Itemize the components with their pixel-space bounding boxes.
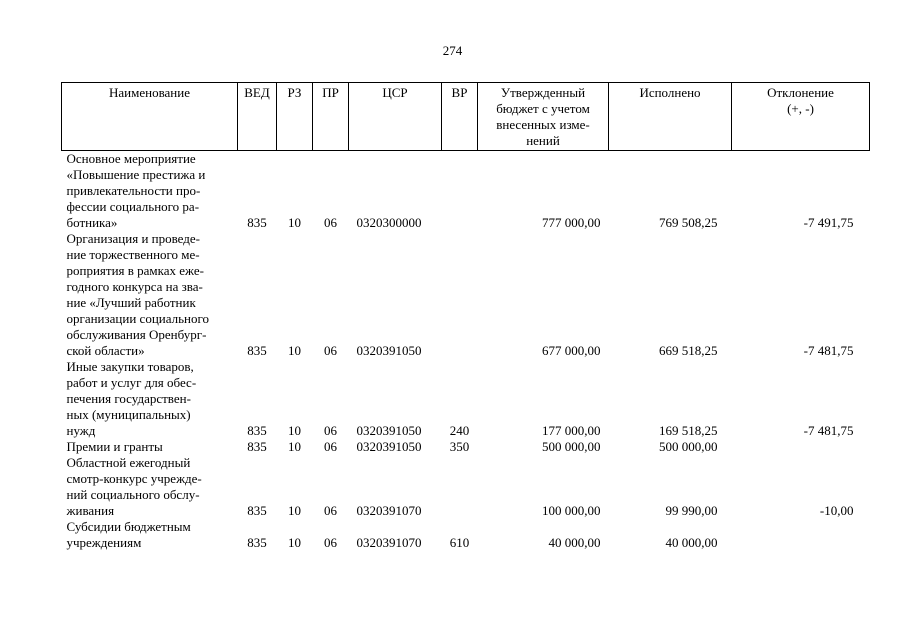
page-number: 274 [442, 43, 463, 58]
cell-csr: 0320391070 [356, 503, 422, 518]
cell-name-line: фессии социального ра- [66, 199, 200, 214]
cell-pr: 06 [324, 423, 337, 438]
cell-deviation [732, 519, 870, 551]
cell-rz: 10 [288, 215, 301, 230]
table-row [62, 151, 870, 232]
cell-name-line: Организация и проведе- [66, 231, 200, 246]
table-row [62, 439, 870, 455]
cell-name-line: обслуживания Оренбург- [66, 327, 207, 342]
cell-approved: 177 000,00 [542, 423, 601, 438]
table-header-row [62, 83, 870, 151]
cell-ved: 835 [247, 215, 267, 230]
cell-ved: 835 [247, 439, 267, 454]
cell-name-line: учреждениям [66, 535, 142, 550]
cell-name-line: Областной ежегодный [66, 455, 191, 470]
header-approved [478, 83, 609, 151]
header-deviation-line: (+, -) [787, 101, 814, 116]
cell-deviation: -7 481,75 [803, 343, 854, 358]
cell-name-line: роприятия в рамках еже- [66, 263, 204, 278]
cell-name-line: нужд [66, 423, 96, 438]
cell-approved: 100 000,00 [542, 503, 601, 518]
cell-name-line: организации социального [66, 311, 209, 326]
header-approved-line: бюджет с учетом [496, 101, 590, 116]
cell-pr: 06 [324, 535, 337, 550]
cell-name-line: ние торжественного ме- [66, 247, 200, 262]
cell-csr: 0320300000 [356, 215, 422, 230]
cell-rz: 10 [288, 535, 301, 550]
cell-executed: 500 000,00 [659, 439, 718, 454]
cell-rz: 10 [288, 503, 301, 518]
budget-table [61, 82, 870, 551]
cell-executed: 40 000,00 [665, 535, 718, 550]
cell-deviation: -7 481,75 [803, 423, 854, 438]
cell-name-line: ние «Лучший работник [66, 295, 196, 310]
cell-name-line: «Повышение престижа и [66, 167, 206, 182]
cell-rz: 10 [288, 439, 301, 454]
header-deviation [732, 83, 870, 151]
cell-rz: 10 [288, 343, 301, 358]
cell-ved: 835 [247, 535, 267, 550]
cell-csr: 0320391050 [356, 423, 422, 438]
cell-name [62, 151, 238, 232]
cell-vr: 350 [449, 439, 470, 454]
cell-csr: 0320391050 [356, 343, 422, 358]
cell-name-line: привлекательности про- [66, 183, 201, 198]
header-ved: ВЕД [238, 83, 277, 151]
header-executed: Исполнено [609, 83, 732, 151]
cell-approved: 777 000,00 [542, 215, 601, 230]
cell-name-line: смотр-конкурс учрежде- [66, 471, 202, 486]
table-row [62, 359, 870, 439]
cell-ved: 835 [247, 423, 267, 438]
cell-vr [442, 231, 478, 359]
cell-vr [442, 151, 478, 232]
cell-executed: 669 518,25 [659, 343, 718, 358]
cell-name-line: печения государствен- [66, 391, 191, 406]
header-csr: ЦСР [349, 83, 442, 151]
cell-pr: 06 [324, 215, 337, 230]
cell-pr: 06 [324, 343, 337, 358]
cell-pr: 06 [324, 503, 337, 518]
cell-ved: 835 [247, 343, 267, 358]
cell-approved: 677 000,00 [542, 343, 601, 358]
cell-vr [442, 455, 478, 519]
table-row [62, 231, 870, 359]
cell-name-line: живания [66, 503, 115, 518]
header-deviation-line: Отклонение [767, 85, 834, 100]
cell-pr: 06 [324, 439, 337, 454]
cell-deviation: -7 491,75 [803, 215, 854, 230]
cell-deviation [732, 439, 870, 455]
cell-name-line: ской области» [66, 343, 145, 358]
header-name: Наименование [62, 83, 238, 151]
cell-name [62, 359, 238, 439]
cell-name-line: ний социального обслу- [66, 487, 200, 502]
table-body [62, 151, 870, 552]
table-row [62, 455, 870, 519]
header-approved-line: внесенных изме- [496, 117, 590, 132]
cell-executed: 169 518,25 [659, 423, 718, 438]
cell-name-line: работ и услуг для обес- [66, 375, 197, 390]
cell-name [62, 231, 238, 359]
cell-name-line: годного конкурса на зва- [66, 279, 203, 294]
cell-name-line: Субсидии бюджетным [66, 519, 191, 534]
cell-name [62, 455, 238, 519]
cell-vr: 240 [449, 423, 470, 438]
cell-name-line: Основное мероприятие [66, 151, 196, 166]
cell-rz: 10 [288, 423, 301, 438]
cell-csr: 0320391070 [356, 535, 422, 550]
header-pr: ПР [313, 83, 349, 151]
cell-name [62, 519, 238, 551]
cell-executed: 99 990,00 [665, 503, 718, 518]
cell-name-line: ботника» [66, 215, 118, 230]
table-row [62, 519, 870, 551]
cell-name-line: Премии и гранты [66, 439, 163, 454]
cell-name-line: Иные закупки товаров, [66, 359, 194, 374]
cell-approved: 500 000,00 [542, 439, 601, 454]
cell-approved: 40 000,00 [548, 535, 601, 550]
header-approved-line: Утвержденный [500, 85, 586, 100]
header-approved-line: нений [526, 133, 560, 148]
cell-ved: 835 [247, 503, 267, 518]
header-rz: РЗ [277, 83, 313, 151]
cell-vr: 610 [449, 535, 470, 550]
cell-name [62, 439, 238, 455]
cell-name-line: ных (муниципальных) [66, 407, 191, 422]
cell-deviation: -10,00 [819, 503, 854, 518]
cell-csr: 0320391050 [356, 439, 422, 454]
cell-executed: 769 508,25 [659, 215, 718, 230]
header-vr: ВР [442, 83, 478, 151]
